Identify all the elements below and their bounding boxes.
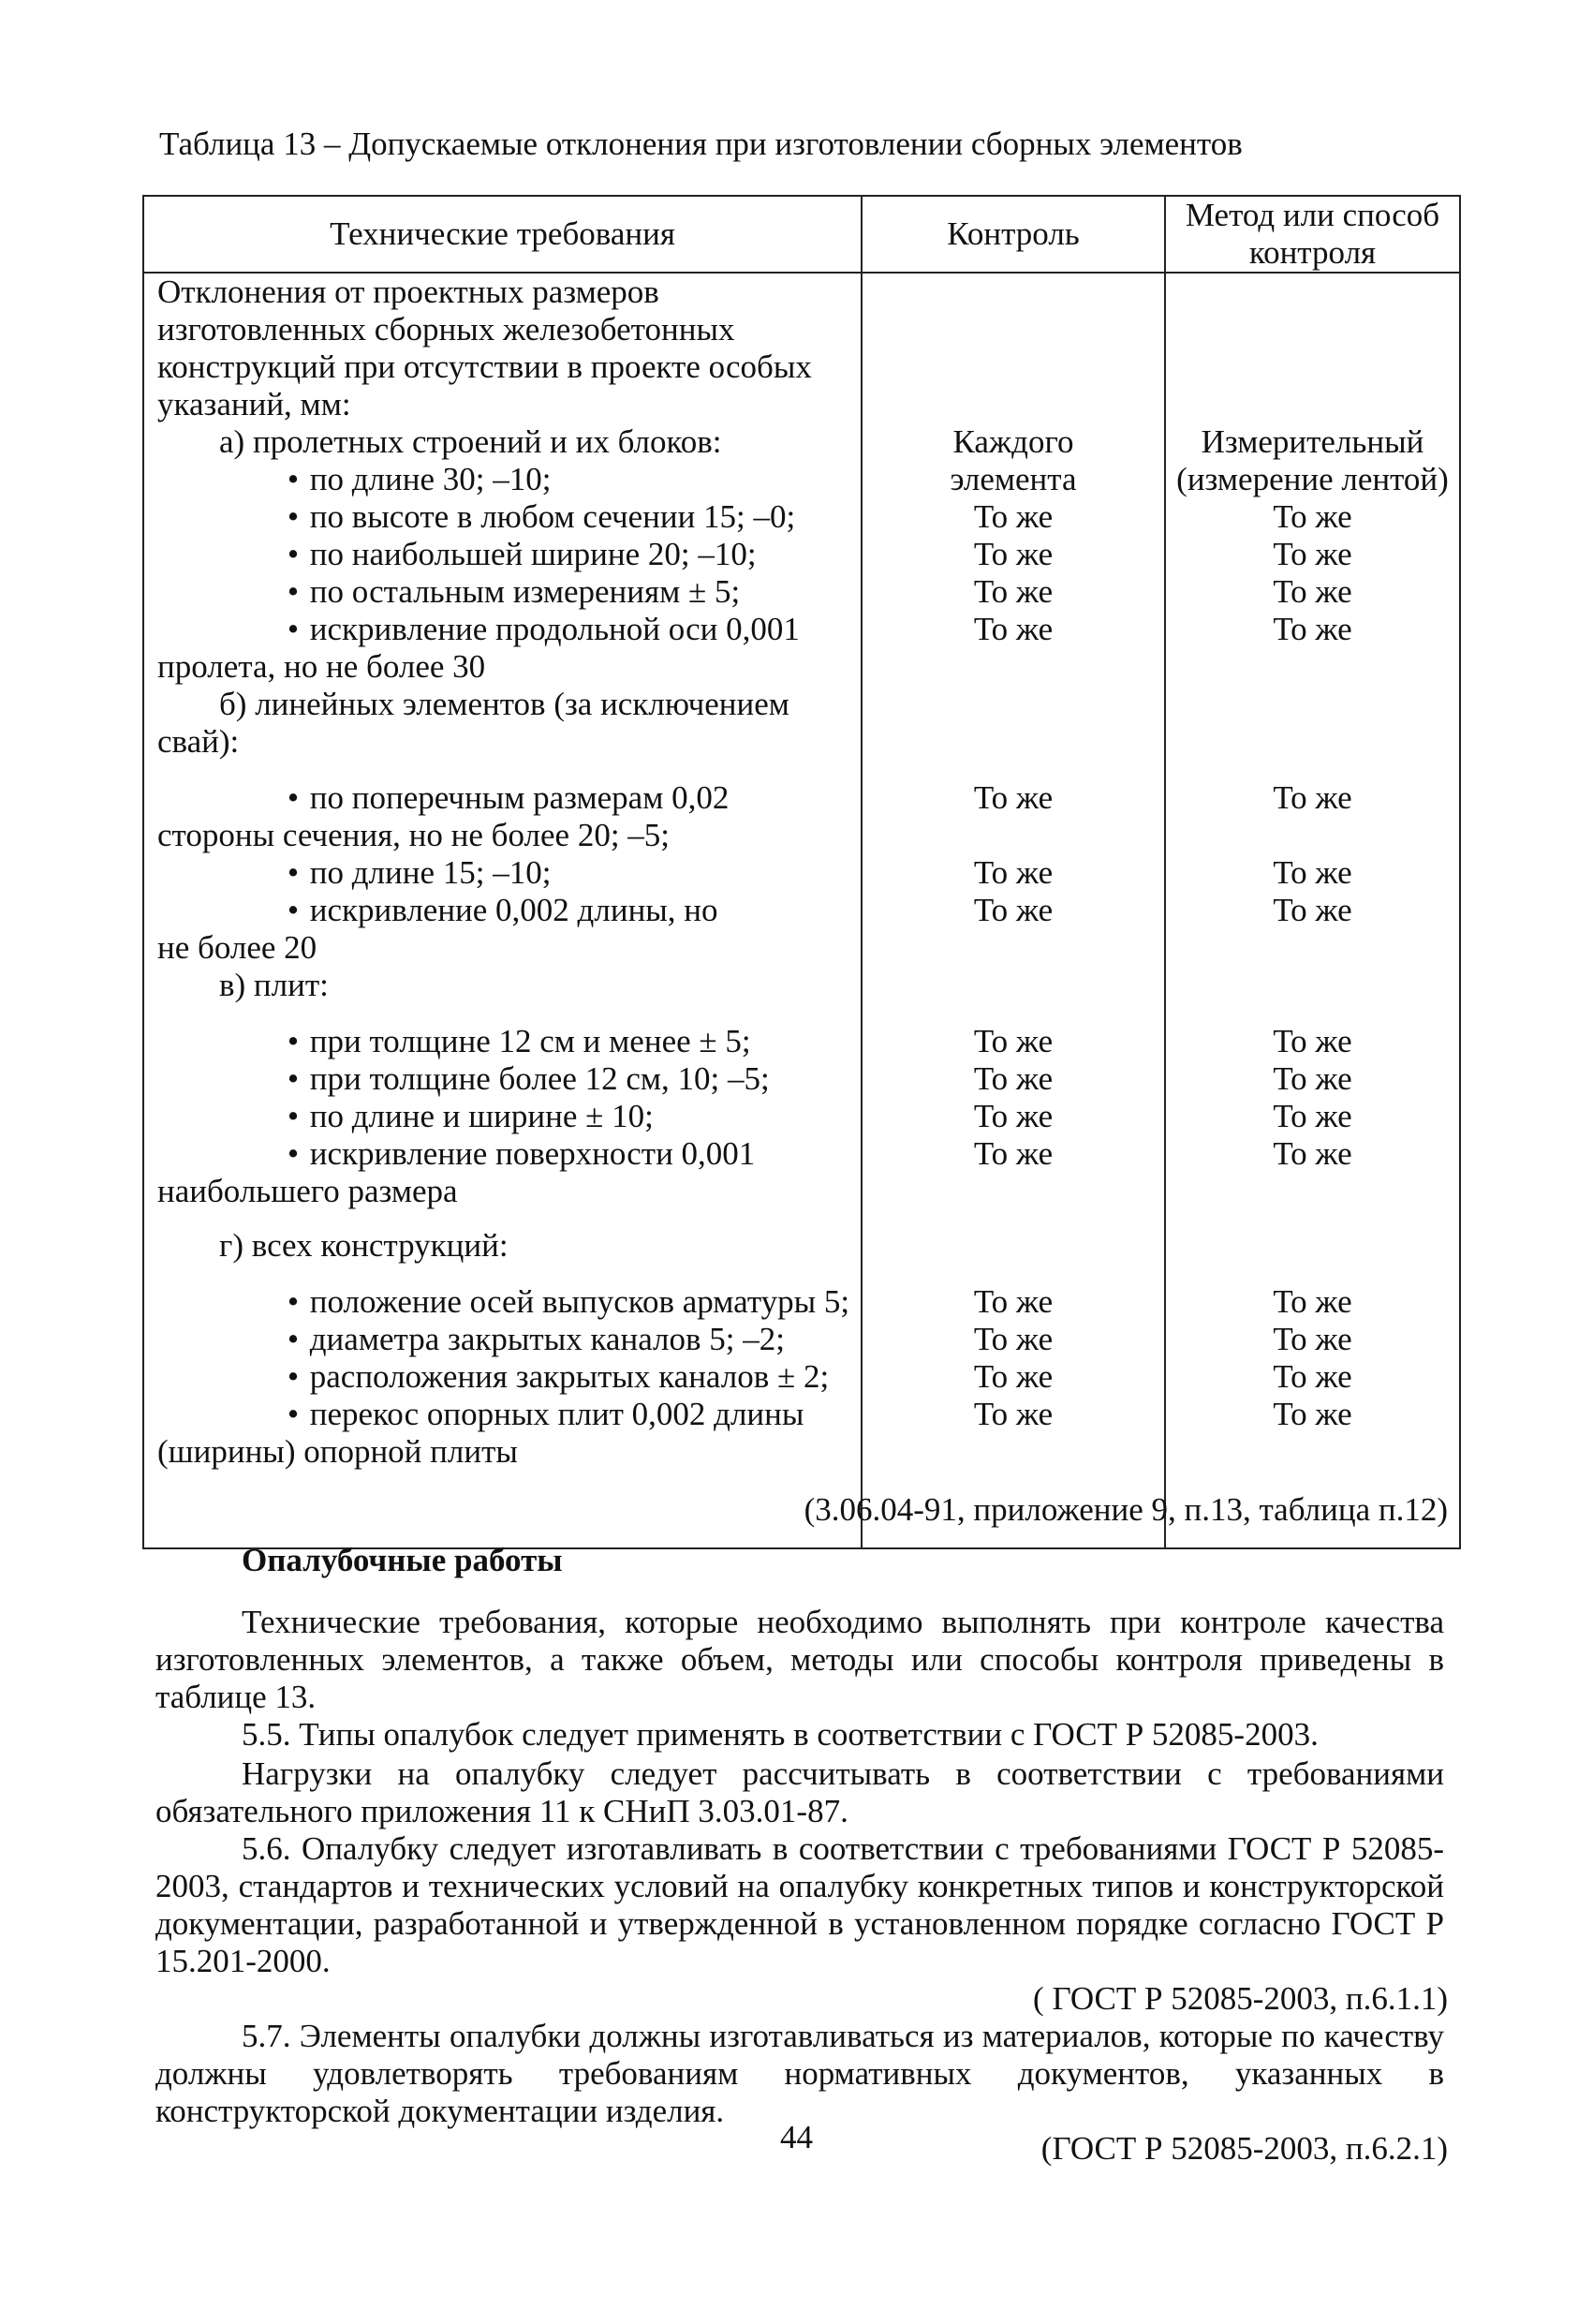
table-header-row	[143, 196, 1460, 273]
requirements-cell	[143, 273, 862, 1548]
list-item-continuation: стороны сечения, но не более 20; –5;	[157, 817, 671, 853]
method-value: То же	[1273, 854, 1352, 891]
bullet-icon: •	[287, 573, 300, 610]
paragraph-5-7	[155, 2018, 1444, 2130]
bullet-icon: •	[287, 1358, 300, 1395]
control-value: То же	[973, 1098, 1054, 1134]
list-item: • положение осей выпусков арматуры 5;	[144, 1283, 861, 1321]
control-value: То же	[973, 1023, 1054, 1059]
group-b-title-continuation: свай):	[157, 723, 240, 760]
list-item: • по высоте в любом сечении 15; –0;	[144, 498, 861, 536]
method-value: То же	[1273, 892, 1352, 928]
paragraph: Нагрузки на опалубку следует рассчитывать в соответствии с требованиями обязательного приложения 11 к СНиП 3.03.01-87.	[155, 1755, 1444, 1829]
list-item-continuation: пролета, но не более 30	[157, 648, 486, 685]
header-control: Контроль	[862, 196, 1165, 273]
list-item: • искривление поверхности 0,001	[144, 1135, 861, 1173]
intro-line: изготовленных сборных железобетонных	[157, 311, 735, 348]
bullet-icon: •	[287, 461, 300, 497]
bullet-icon: •	[287, 1321, 300, 1357]
control-value: элемента	[950, 461, 1077, 497]
intro-line: Отклонения от проектных размеров	[157, 274, 659, 310]
method-value: (измерение лентой)	[1176, 461, 1449, 497]
table-caption: Таблица 13 – Допускаемые отклонения при изготовлении сборных элементов	[159, 126, 1243, 162]
control-value: То же	[973, 1060, 1054, 1097]
header-requirements: Технические требования	[143, 196, 862, 273]
paragraph-5-6	[155, 1830, 1444, 1980]
control-value: То же	[973, 1396, 1054, 1432]
bullet-icon: •	[287, 1396, 300, 1432]
control-value: То же	[973, 1135, 1054, 1172]
paragraph-quality-control	[155, 1604, 1444, 1716]
header-method-line2: контроля	[1248, 234, 1377, 271]
list-item: • по длине 30; –10;	[144, 461, 861, 498]
group-d-title: г) всех конструкций:	[219, 1227, 509, 1264]
bullet-icon: •	[287, 1283, 300, 1320]
control-value: То же	[973, 892, 1054, 928]
list-item: • по остальным измерениям ± 5;	[144, 573, 861, 611]
method-cell	[1165, 273, 1460, 1548]
method-value: То же	[1273, 1023, 1352, 1059]
list-item: • по длине и ширине ± 10;	[144, 1098, 861, 1135]
method-value: То же	[1273, 1321, 1352, 1357]
control-value: То же	[973, 1321, 1054, 1357]
list-item-continuation: не более 20	[157, 929, 317, 966]
control-value: То же	[973, 1358, 1054, 1395]
method-value: То же	[1273, 498, 1352, 535]
control-value: То же	[973, 854, 1054, 891]
bullet-icon: •	[287, 1098, 300, 1134]
method-value: Измерительный	[1201, 423, 1424, 460]
bullet-icon: •	[287, 1135, 300, 1172]
header-method-line1: Метод или способ	[1185, 197, 1440, 233]
paragraph-loads	[155, 1755, 1444, 1830]
control-value: То же	[973, 611, 1054, 647]
group-a-title: а) пролетных строений и их блоков:	[219, 423, 722, 460]
list-item: • расположения закрытых каналов ± 2;	[144, 1358, 861, 1396]
list-item: • перекос опорных плит 0,002 длины	[144, 1396, 861, 1433]
paragraph: 5.5. Типы опалубок следует применять в соответствии с ГОСТ Р 52085-2003.	[242, 1716, 1319, 1753]
control-cell	[862, 273, 1165, 1548]
control-value: То же	[973, 536, 1054, 572]
list-item: • диаметра закрытых каналов 5; –2;	[144, 1321, 861, 1358]
method-value: То же	[1273, 573, 1352, 610]
page-number: 44	[780, 2119, 813, 2155]
control-value: То же	[973, 1283, 1054, 1320]
method-value: То же	[1273, 1060, 1352, 1097]
bullet-icon: •	[287, 611, 300, 647]
list-item: • по поперечным размерам 0,02	[144, 779, 861, 817]
list-item: • при толщине 12 см и менее ± 5;	[144, 1023, 861, 1060]
deviations-table	[142, 195, 1461, 1549]
control-value: Каждого	[952, 423, 1074, 460]
method-value: То же	[1273, 1135, 1352, 1172]
header-method	[1165, 196, 1460, 273]
table-body-row	[143, 273, 1460, 1548]
paragraph: 5.6. Опалубку следует изготавливать в соответствии с требованиями ГОСТ Р 52085-2003, стандартов и технических условий на опалубку конкретных типов и конструкторской документации, разработанной и утвержденной в установленном порядке согласно ГОСТ Р 15.201-2000.	[155, 1830, 1444, 1979]
list-item: • при толщине более 12 см, 10; –5;	[144, 1060, 861, 1098]
method-value: То же	[1273, 611, 1352, 647]
group-c-title: в) плит:	[219, 967, 329, 1003]
method-value: То же	[1273, 779, 1352, 816]
bullet-icon: •	[287, 1060, 300, 1097]
method-value: То же	[1273, 1098, 1352, 1134]
reference-note: ( ГОСТ Р 52085-2003, п.6.1.1)	[1033, 1980, 1448, 2017]
list-item-continuation: (ширины) опорной плиты	[157, 1433, 518, 1470]
intro-line: указаний, мм:	[157, 386, 351, 422]
source-note: (3.06.04-91, приложение 9, п.13, таблица п.12)	[804, 1491, 1448, 1528]
method-value: То же	[1273, 1396, 1352, 1432]
control-value: То же	[973, 573, 1054, 610]
paragraph: 5.7. Элементы опалубки должны изготавливаться из материалов, которые по качеству должны удовлетворять требованиям нормативных документов, указанных в конструкторской документации изделия.	[155, 2018, 1444, 2129]
list-item: • по наибольшей ширине 20; –10;	[144, 536, 861, 573]
list-item: • искривление 0,002 длины, но	[144, 892, 861, 929]
intro-line: конструкций при отсутствии в проекте особых	[157, 348, 812, 385]
bullet-icon: •	[287, 536, 300, 572]
reference-note: (ГОСТ Р 52085-2003, п.6.2.1)	[1040, 2130, 1448, 2167]
paragraph: Технические требования, которые необходимо выполнять при контроле качества изготовленных элементов, а также объем, методы или способы контроля приведены в таблице 13.	[155, 1604, 1444, 1715]
control-value: То же	[973, 779, 1054, 816]
list-item: • искривление продольной оси 0,001	[144, 611, 861, 648]
control-value: То же	[973, 498, 1054, 535]
list-item-continuation: наибольшего размера	[157, 1173, 458, 1209]
bullet-icon: •	[287, 498, 300, 535]
group-b-title: б) линейных элементов (за исключением	[219, 686, 789, 722]
bullet-icon: •	[287, 779, 300, 816]
section-heading: Опалубочные работы	[242, 1542, 563, 1578]
bullet-icon: •	[287, 1023, 300, 1059]
paragraph-5-5	[155, 1716, 1444, 1754]
method-value: То же	[1273, 1283, 1352, 1320]
method-value: То же	[1273, 1358, 1352, 1395]
bullet-icon: •	[287, 892, 300, 928]
list-item: • по длине 15; –10;	[144, 854, 861, 892]
method-value: То же	[1273, 536, 1352, 572]
bullet-icon: •	[287, 854, 300, 891]
